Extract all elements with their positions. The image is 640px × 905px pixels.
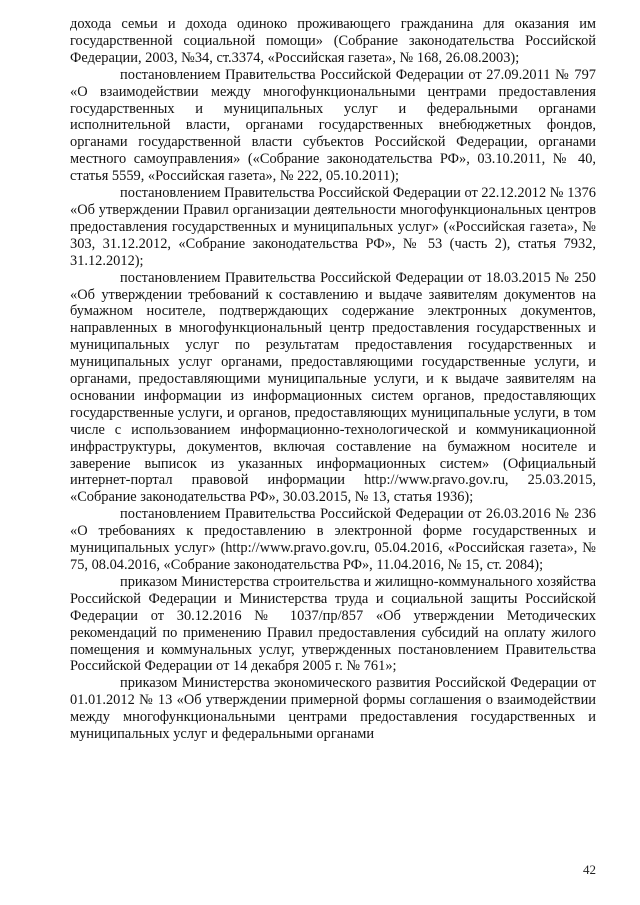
page-number: 42: [583, 862, 596, 877]
paragraph-decree-797: постановлением Правительства Российской Федерации от 27.09.2011 № 797 «О взаимодействии между многофункциональными центрами предоставления государственных и муниципальных услуг и федеральными органами исполнительной власти, органами государственных внебюджетных фондов, органами государственной власти субъектов Российской Федерации, органами местного самоуправления» («Собрание законодательства РФ», 03.10.2011, № 40, статья 5559, «Российская газета», № 222, 05.10.2011);: [70, 66, 596, 185]
paragraph-continuation: дохода семьи и дохода одиноко проживающего гражданина для оказания им государственной социальной помощи» (Собрание законодательства Российской Федерации, 2003, №34, ст.3374, «Российская газета», № 168, 26.08.2003);: [70, 16, 596, 66]
paragraph-decree-236: постановлением Правительства Российской Федерации от 26.03.2016 № 236 «О требованиях к предоставлению в электронной форме государственных и муниципальных услуг» (http://www.pravo.gov.ru, 05.04.2016, «Российская газета», № 75, 08.04.2016, «Собрание законодательства РФ», 11.04.2016, № 15, ст. 2084);: [70, 506, 596, 573]
paragraph-order-1037: приказом Министерства строительства и жилищно-коммунального хозяйства Российской Федерации и Министерства труда и социальной защиты Российской Федерации от 30.12.2016 № 1037/пр/857 «Об утверждении Методических рекомендаций по применению Правил предоставления субсидий на оплату жилого помещения и коммунальных услуг, утвержденных постановлением Правительства Российской Федерации от 14 декабря 2005 г. № 761»;: [70, 573, 596, 675]
paragraph-decree-1376: постановлением Правительства Российской Федерации от 22.12.2012 № 1376 «Об утверждении Правил организации деятельности многофункциональных центров предоставления государственных и муниципальных услуг» («Российская газета», № 303, 31.12.2012, «Собрание законодательства РФ», № 53 (часть 2), статья 7932, 31.12.2012);: [70, 185, 596, 269]
document-body: [70, 16, 596, 743]
paragraph-order-13: приказом Министерства экономического развития Российской Федерации от 01.01.2012 № 13 «Об утверждении примерной формы соглашения о взаимодействии между многофункциональными центрами предоставления государственных и муниципальных услуг и федеральными органами: [70, 675, 596, 743]
paragraph-decree-250: постановлением Правительства Российской Федерации от 18.03.2015 № 250 «Об утверждении требований к составлению и выдаче заявителям документов на бумажном носителе, подтверждающих содержание электронных документов, направленных в многофункциональный центр предоставления государственных и муниципальных услуг по результатам предоставления государственных и муниципальных услуг органами, предоставляющими государственные услуги, и органами, предоставляющими муниципальные услуги, и к выдаче заявителям на основании информации из информационных систем органов, предоставляющих государственные услуги, и органов, предоставляющих муниципальные услуги, в том числе с использованием информационно-технологической и коммуникационной инфраструктуры, документов, включая составление на бумажном носителе и заверение выписок из указанных информационных систем» (Официальный интернет-портал правовой информации http://www.pravo.gov.ru, 25.03.2015, «Собрание законодательства РФ», 30.03.2015, № 13, статья 1936);: [70, 269, 596, 506]
